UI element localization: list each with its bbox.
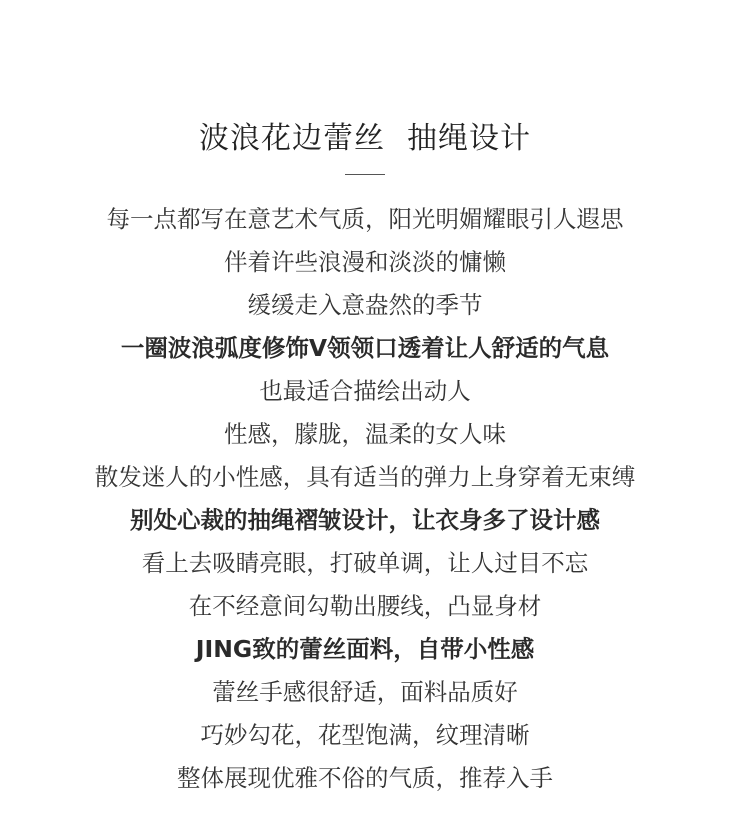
description-line: 别处心裁的抽绳褶皱设计，让衣身多了设计感: [130, 506, 600, 534]
description-line: 在不经意间勾勒出腰线，凸显身材: [188, 592, 542, 620]
description-line: 伴着许些浪漫和淡淡的慵懒: [224, 248, 506, 276]
description-line: 一圈波浪弧度修饰V领领口透着让人舒适的气息: [120, 334, 610, 362]
section-title-part2: 抽绳设计: [407, 121, 531, 156]
section-title: [0, 119, 730, 159]
description-line: 蕾丝手感很舒适，面料品质好: [212, 678, 518, 706]
description-line: 看上去吸睛亮眼，打破单调，让人过目不忘: [141, 549, 589, 577]
description-line: 缓缓走入意盎然的季节: [247, 291, 483, 319]
description-line: 也最适合描绘出动人: [259, 377, 471, 405]
description-line: 每一点都写在意艺术气质，阳光明媚耀眼引人遐思: [106, 205, 624, 233]
description-line: 性感，朦胧，温柔的女人味: [224, 420, 506, 448]
description-line: 巧妙勾花，花型饱满，纹理清晰: [200, 721, 530, 749]
description-line: 散发迷人的小性感，具有适当的弹力上身穿着无束缚: [94, 463, 636, 491]
description-lines: [0, 198, 730, 800]
section-title-part1: 波浪花边蕾丝: [199, 121, 385, 156]
description-line: JING致的蕾丝面料，自带小性感: [195, 635, 535, 663]
title-divider: [345, 174, 385, 175]
description-line: 整体展现优雅不俗的气质，推荐入手: [177, 764, 553, 792]
